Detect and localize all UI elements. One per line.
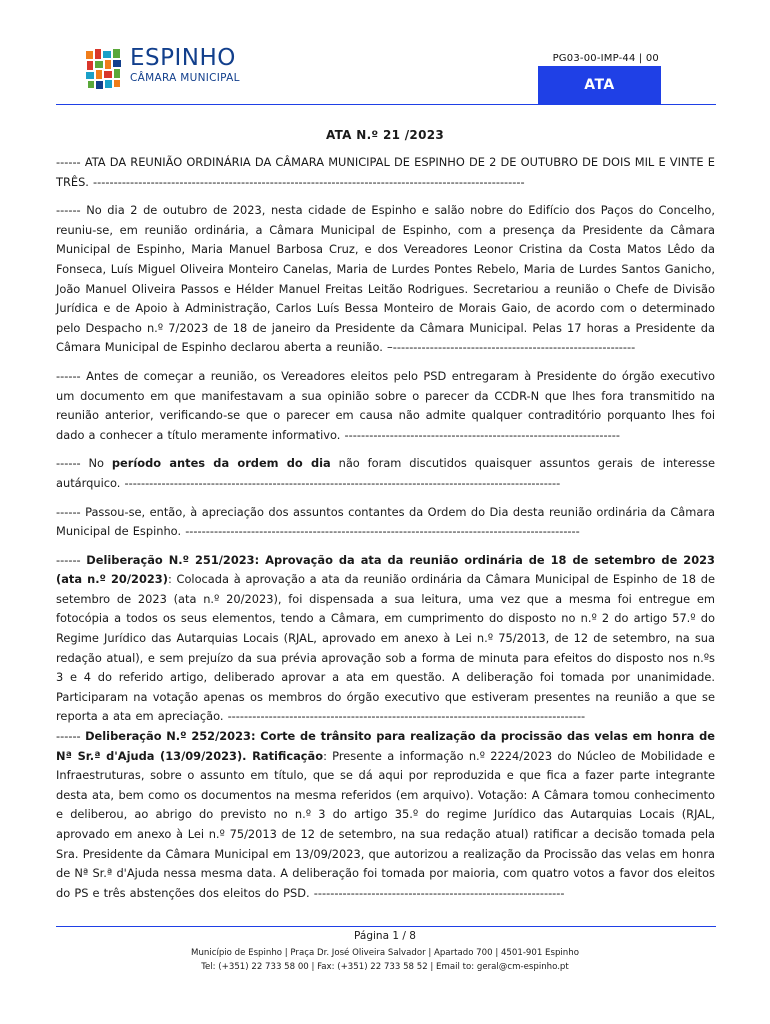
p7-bold: Deliberação N.º 252/2023: Corte de trânsito para realização da procissão das velas em honra de Nª Sr.ª d'Ajuda (13/09/2023). Ratificação [56,729,715,763]
p4-suffix: não foram discutidos quaisquer assuntos gerais de interesse autárquico. ---------------------------------------------------------------------------------------------------------- [56,456,715,490]
paragraph-deliberation-251 [56,551,715,727]
ata-badge: ATA [538,66,661,104]
header-divider [56,104,716,105]
p4-prefix: ------ No [56,456,112,471]
document-reference: PG03-00-IMP-44 | 00 [552,53,659,64]
footer-divider [56,926,716,927]
paragraph-psd-document: ------ Antes de começar a reunião, os Vereadores eleitos pelo PSD entregaram à Presidente do órgão executivo um documento em que manifestavam a sua opinião sobre o parecer da CCDR-N que lhes fora transmitido na reunião anterior, verificando-se que o parecer em causa não admite qualquer contraditório porquanto lhes foi dado a conhecer a título meramente informativo. ------------------------------------------------------------------- [56,368,715,442]
paragraph-attendance: ------ No dia 2 de outubro de 2023, nesta cidade de Espinho e salão nobre do Edifício dos Paços do Concelho, reuniu-se, em reunião ordinária, a Câmara Municipal de Espinho, com a presença da Presidente da Câmara Municipal de Espinho, Maria Manuel Barbosa Cruz, e dos Vereadores Leonor Cristina da Costa Matos Lêdo da Fonseca, Luís Miguel Oliveira Monteiro Canelas, Maria de Lurdes Pontes Rebelo, Maria de Lurdes Santos Ganicho, João Manuel Oliveira Passos e Hélder Manuel Freitas Leitão Rodrigues. Secretariou a reunião o Chefe de Divisão Jurídica e de Apoio à Administração, Carlos Luís Bessa Monteiro de Morais Gaio, de acordo com o determinado pelo Despacho n.º 7/2023 de 18 de janeiro da Presidente da Câmara Municipal. Pelas 17 horas a Presidente da Câmara Municipal de Espinho declarou aberta a reunião. –----------------------------------------------------------- [56,203,715,355]
footer-address: Município de Espinho | Praça Dr. José Oliveira Salvador | Apartado 700 | 4501-901 Espinho [191,948,579,958]
document-body [56,153,715,903]
p4-bold: período antes da ordem do dia [111,456,331,471]
paragraph-heading: ------ ATA DA REUNIÃO ORDINÁRIA DA CÂMARA MUNICIPAL DE ESPINHO DE 2 DE OUTUBRO DE DOIS MIL E VINTE E TRÊS. --------------------------------------------------------------------------------------------------------- [56,155,715,189]
p6-suffix: : Colocada à aprovação a ata da reunião ordinária da Câmara Municipal de Espinho de 18 de setembro de 2023 (ata n.º 20/2023), foi dispensada a sua leitura, uma vez que a mesma foi entregue em fotocópia a todos os seus elementos, tendo a Câmara, em cumprimento do disposto no n.º 2 do artigo 57.º do Regime Jurídico das Autarquias Locais (RJAL, aprovado em anexo à Lei n.º 75/2013, de 12 de setembro, na sua redação atual), e sem prejuízo da sua prévia aprovação sob a forma de minuta para efeitos do disposto nos n.ºs 3 e 4 do referido artigo, deliberado aprovar a ata em questão. A deliberação foi tomada por unanimidade. Participaram na votação apenas os membros do órgão executivo que estiveram presentes na reunião a que se reporta a ata em apreciação. --------------------------------------------------------------------------------------- [56,572,715,724]
p6-bold: Deliberação N.º 251/2023: Aprovação da ata da reunião ordinária de 18 de setembro de 2023 (ata n.º 20/2023) [56,552,715,587]
p7-prefix: ------ [56,729,86,744]
p7-suffix: : Presente a informação n.º 2224/2023 do Núcleo de Mobilidade e Infraestruturas, sobre o assunto em título, que se dá aqui por reproduzida e que fica a fazer parte integrante desta ata, bem como os documentos na mesma referidos (em arquivo). Votação: A Câmara tomou conhecimento e deliberou, ao abrigo do previsto no n.º 3 do artigo 35.º do regime Jurídico das Autarquias Locais (RJAL, aprovado em anexo à Lei n.º 75/2013 de 12 de setembro, na sua redação atual) ratificar a decisão tomada pela Sra. Presidente da Câmara Municipal em 13/09/2023, que autorizou a realização da Procissão das velas em honra de Nª Sr.ª d'Ajuda nessa mesma data. A deliberação foi tomada por maioria, com quatro votos a favor dos eleitos do PS e três abstenções dos eleitos do PSD. ------------------------------------------------------------- [56,748,716,900]
footer-contacts: Tel: (+351) 22 733 58 00 | Fax: (+351) 22 733 58 52 | Email to: geral@cm-espinho.pt [201,962,569,972]
page-title: ATA N.º 21 /2023 [325,128,445,142]
paragraph-period-before-agenda [56,454,715,493]
paragraph-deliberation-252 [56,727,715,903]
p6-prefix: ------ [56,552,87,567]
logo-subtitle: CÂMARA MUNICIPAL [130,72,240,84]
paragraph-agenda-intro: ------ Passou-se, então, à apreciação dos assuntos contantes da Ordem do Dia desta reunião ordinária da Câmara Municipal de Espinho. ------------------------------------------------------------------------------------------------ [56,504,715,539]
page-number: Página 1 / 8 [354,930,416,942]
espinho-logo [84,47,244,91]
espinho-logo-mark-icon [84,47,126,91]
logo-title: ESPINHO [130,45,236,71]
